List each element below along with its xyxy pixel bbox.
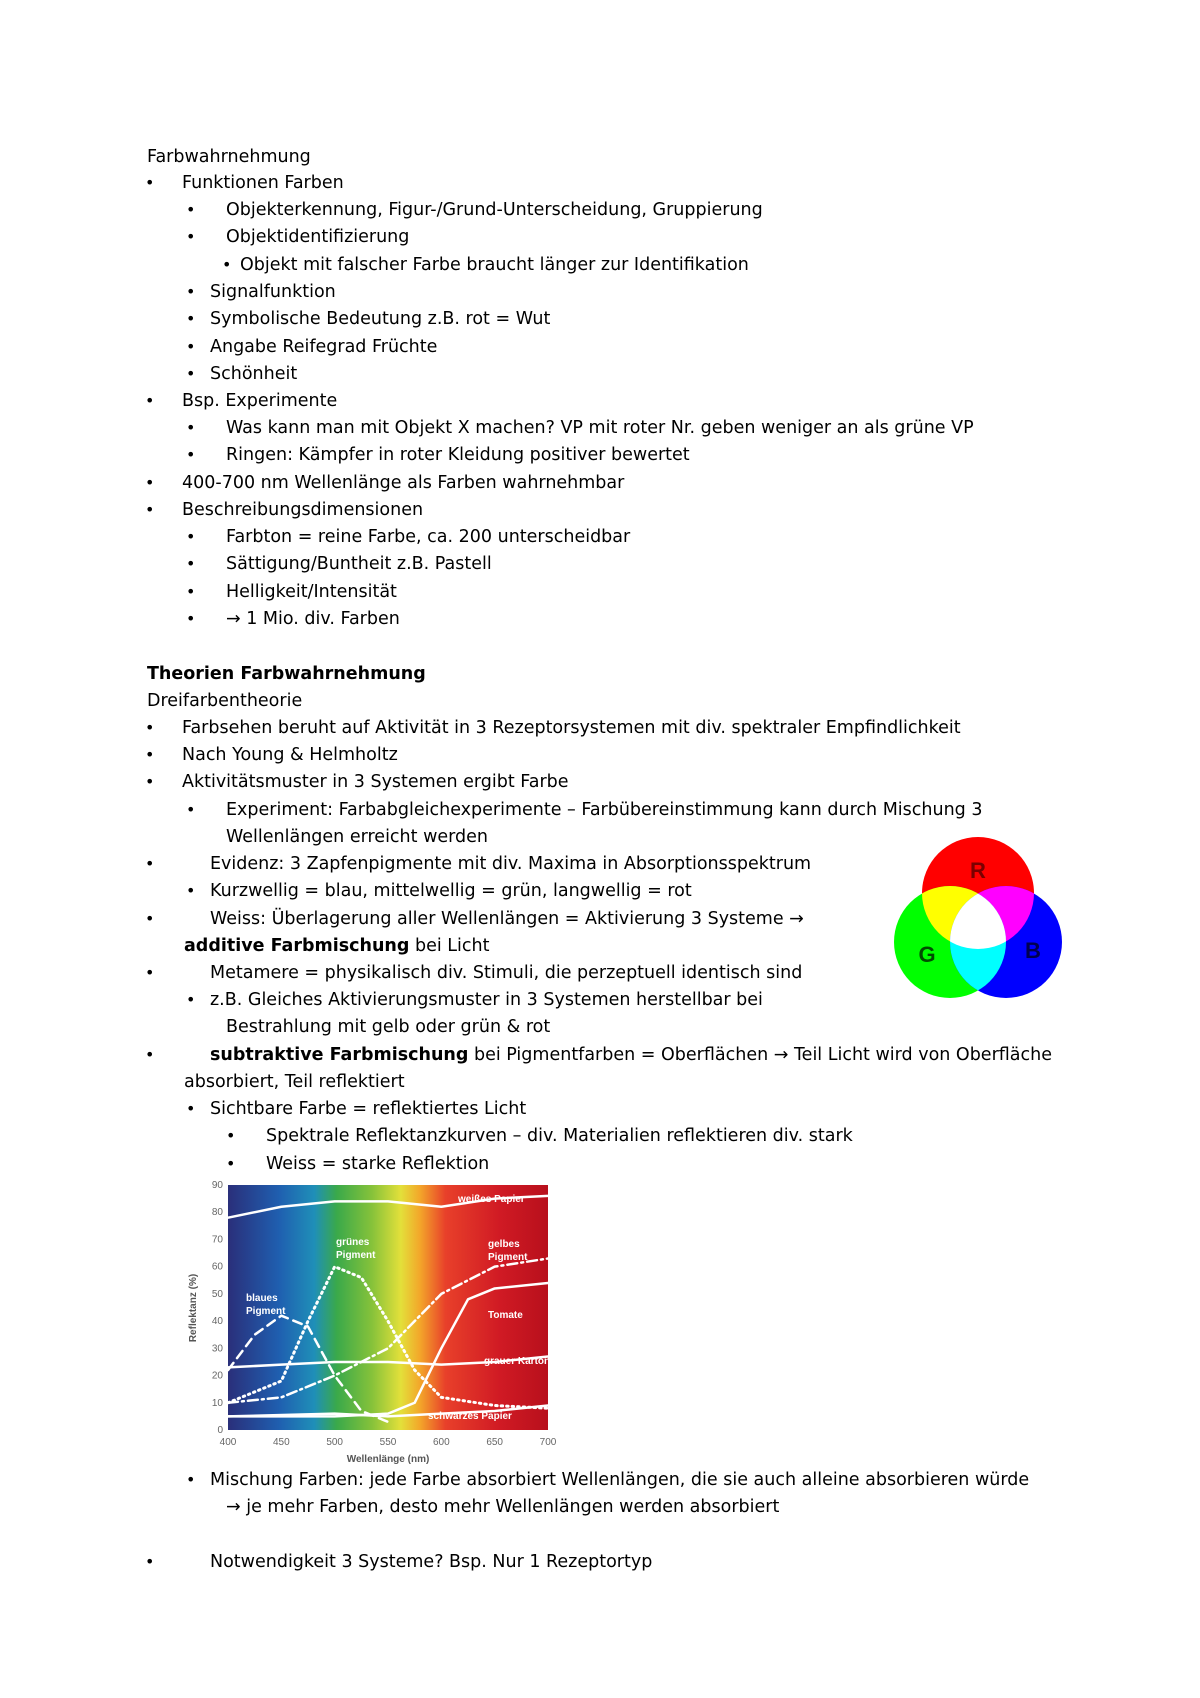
- list-item-continuation: Bestrahlung mit gelb oder grün & rot: [226, 1017, 551, 1037]
- bullet: [145, 717, 154, 739]
- section-title: Theorien Farbwahrnehmung: [147, 664, 426, 684]
- y-tick-label: 90: [211, 1180, 223, 1191]
- y-tick-label: 70: [211, 1234, 223, 1246]
- x-axis-ticks: [220, 1437, 557, 1448]
- y-tick-label: 50: [211, 1288, 223, 1300]
- bullet: [186, 1469, 195, 1491]
- y-tick-label: 80: [211, 1207, 223, 1219]
- bullet: [186, 226, 195, 248]
- list-item: Weiss: Überlagerung aller Wellenlängen = Aktivierung 3 Systeme →: [210, 909, 804, 929]
- bullet: [222, 254, 231, 276]
- list-item: Sättigung/Buntheit z.B. Pastell: [226, 554, 492, 574]
- bullet: [186, 989, 195, 1011]
- y-tick-label: 20: [211, 1370, 223, 1382]
- list-item: Objektidentifizierung: [226, 227, 410, 247]
- bullet: [145, 390, 154, 412]
- bullet: [186, 553, 195, 575]
- bullet: [145, 472, 154, 494]
- list-item: Spektrale Reflektanzkurven – div. Materialien reflektieren div. stark: [266, 1126, 853, 1146]
- bullet: [186, 281, 195, 303]
- list-item: Aktivitätsmuster in 3 Systemen ergibt Farbe: [182, 772, 569, 792]
- list-item: Beschreibungsdimensionen: [182, 500, 424, 520]
- series-label: grünes: [336, 1237, 370, 1248]
- bullet: [186, 199, 195, 221]
- series-label: gelbes: [488, 1239, 520, 1250]
- bullet: [186, 880, 195, 902]
- bullet: [145, 853, 154, 875]
- x-tick-label: 400: [219, 1437, 237, 1448]
- y-tick-label: 40: [211, 1316, 223, 1328]
- y-tick-label: 60: [211, 1261, 223, 1273]
- list-item-continuation: additive Farbmischung bei Licht: [184, 936, 490, 956]
- list-item: → 1 Mio. div. Farben: [226, 609, 400, 629]
- bullet: [186, 799, 195, 821]
- bullet: [145, 499, 154, 521]
- bullet: [145, 908, 154, 930]
- list-item-continuation: → je mehr Farben, desto mehr Wellenlängen werden absorbiert: [226, 1497, 780, 1517]
- list-item: Signalfunktion: [210, 282, 336, 302]
- bullet: [145, 771, 154, 793]
- bullet: [186, 1098, 195, 1120]
- list-item: Experiment: Farbabgleichexperimente – Farbübereinstimmung kann durch Mischung 3: [226, 800, 983, 820]
- bullet: [145, 1551, 154, 1573]
- bullet: [226, 1153, 235, 1175]
- y-tick-label: 0: [217, 1425, 223, 1436]
- list-item: Notwendigkeit 3 Systeme? Bsp. Nur 1 Rezeptortyp: [210, 1552, 653, 1572]
- list-item: Was kann man mit Objekt X machen? VP mit roter Nr. geben weniger an als grüne VP: [226, 418, 974, 438]
- y-axis-ticks: [212, 1180, 224, 1436]
- series-label: Pigment: [246, 1306, 286, 1317]
- list-item: Objekterkennung, Figur-/Grund-Unterscheidung, Gruppierung: [226, 200, 763, 220]
- bullet: [186, 417, 195, 439]
- bullet: [186, 608, 195, 630]
- list-item: Ringen: Kämpfer in roter Kleidung positiver bewertet: [226, 445, 690, 465]
- rgb-additive-diagram: [893, 836, 1063, 1006]
- list-item: Sichtbare Farbe = reflektiertes Licht: [210, 1099, 527, 1119]
- label-r: R: [970, 858, 986, 883]
- list-item: Mischung Farben: jede Farbe absorbiert Wellenlängen, die sie auch alleine absorbieren würde: [210, 1470, 1030, 1490]
- series-label: grauer Karton: [484, 1356, 551, 1367]
- list-item: Funktionen Farben: [182, 173, 344, 193]
- bullet: [186, 444, 195, 466]
- list-item: Bsp. Experimente: [182, 391, 338, 411]
- list-item: Kurzwellig = blau, mittelwellig = grün, langwellig = rot: [210, 881, 692, 901]
- y-tick-label: 30: [211, 1343, 223, 1355]
- list-item: Schönheit: [210, 364, 298, 384]
- term-additive: additive Farbmischung: [184, 936, 410, 956]
- list-item: z.B. Gleiches Aktivierungsmuster in 3 Systemen herstellbar bei: [210, 990, 763, 1010]
- series-label: Pigment: [488, 1252, 528, 1263]
- x-tick-label: 450: [272, 1437, 290, 1448]
- list-item: Evidenz: 3 Zapfenpigmente mit div. Maxima in Absorptionsspektrum: [210, 854, 812, 874]
- list-item: Nach Young & Helmholtz: [182, 745, 398, 765]
- series-label: schwarzes Papier: [428, 1411, 512, 1422]
- list-item: subtraktive Farbmischung bei Pigmentfarben = Oberflächen → Teil Licht wird von Oberfläche: [210, 1045, 1052, 1065]
- y-axis-label: Reflektanz (%): [188, 1273, 199, 1343]
- bullet: [186, 363, 195, 385]
- bullet: [186, 336, 195, 358]
- bullet: [186, 581, 195, 603]
- bullet: [145, 962, 154, 984]
- list-item: Symbolische Bedeutung z.B. rot = Wut: [210, 309, 551, 329]
- bullet: [226, 1125, 235, 1147]
- y-tick-label: 10: [211, 1397, 223, 1409]
- label-b: B: [1025, 938, 1041, 963]
- list-item-continuation: absorbiert, Teil reflektiert: [184, 1072, 405, 1092]
- list-item: Farbsehen beruht auf Aktivität in 3 Rezeptorsystemen mit div. spektraler Empfindlichkeit: [182, 718, 961, 738]
- term-subtractive: subtraktive Farbmischung: [210, 1045, 469, 1065]
- list-item-continuation: Wellenlängen erreicht werden: [226, 827, 488, 847]
- series-label: Pigment: [336, 1250, 376, 1261]
- section-subtitle: Dreifarbentheorie: [147, 691, 303, 711]
- x-tick-label: 550: [379, 1437, 397, 1448]
- x-tick-label: 650: [486, 1437, 504, 1448]
- x-tick-label: 500: [326, 1437, 344, 1448]
- reflectance-chart: [188, 1180, 568, 1465]
- page-heading: Farbwahrnehmung: [147, 147, 311, 167]
- bullet: [186, 308, 195, 330]
- list-item: Angabe Reifegrad Früchte: [210, 337, 438, 357]
- bullet: [145, 1044, 154, 1066]
- x-tick-label: 600: [432, 1437, 450, 1448]
- bullet: [186, 526, 195, 548]
- series-label: blaues: [246, 1293, 278, 1304]
- x-tick-label: 700: [539, 1437, 557, 1448]
- bullet: [145, 744, 154, 766]
- list-item: Helligkeit/Intensität: [226, 582, 397, 602]
- label-g: G: [918, 942, 936, 967]
- x-axis-label: Wellenlänge (nm): [346, 1454, 430, 1465]
- list-item: Objekt mit falscher Farbe braucht länger zur Identifikation: [240, 255, 749, 275]
- list-item: Farbton = reine Farbe, ca. 200 unterscheidbar: [226, 527, 631, 547]
- series-label: Tomate: [488, 1310, 523, 1321]
- list-item: Metamere = physikalisch div. Stimuli, die perzeptuell identisch sind: [210, 963, 803, 983]
- series-label: weißes Papier: [458, 1194, 525, 1205]
- bullet: [145, 172, 154, 194]
- list-item: Weiss = starke Reflektion: [266, 1154, 490, 1174]
- list-item: 400-700 nm Wellenlänge als Farben wahrnehmbar: [182, 473, 625, 493]
